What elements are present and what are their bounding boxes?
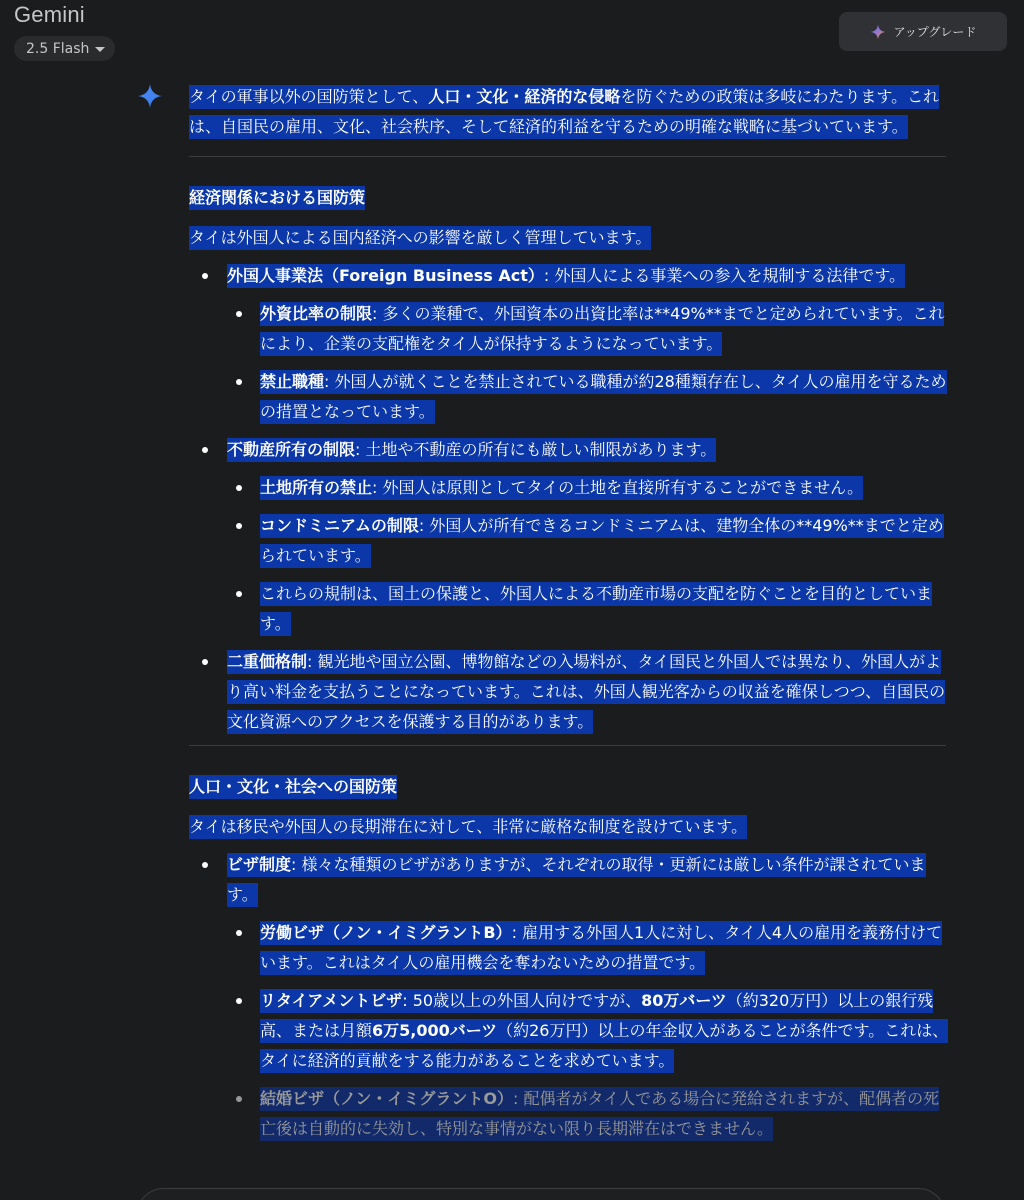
sub-list: [227, 299, 949, 427]
gemini-spark-icon: [137, 83, 163, 109]
prompt-input-box[interactable]: [136, 1188, 946, 1200]
list-item: 不動産所有の制限: 土地や不動産の所有にも厳しい制限があります。 土地所有の禁止: 外国人は原則としてタイの土地を直接所有することができません。 コンドミニアムの制限: 外国人が所有できるコンドミニアムは、建物全体の**49%**までと定められています。 これらの規制は、国土の保護と、外国人による不動産市場の支配を防ぐことを目的としています。: [189, 435, 949, 639]
list-item: 結婚ビザ（ノン・イミグラントO）: 配偶者がタイ人である場合に発給されますが、配偶者の死亡後は自動的に失効し、特別な事情がない限り長期滞在はできません。: [227, 1084, 949, 1144]
list-item: 二重価格制: 観光地や国立公園、博物館などの入場料が、タイ国民と外国人では異なり、外国人がより高い料金を支払うことになっています。これは、外国人観光客からの収益を確保しつつ、自国民の文化資源へのアクセスを保護する目的があります。: [189, 647, 949, 737]
bullet: [202, 447, 208, 453]
section-divider: [189, 745, 946, 746]
section-heading-society: 人口・文化・社会への国防策: [189, 772, 949, 802]
response-body: [189, 82, 949, 1152]
bullet: [236, 485, 242, 491]
bullet: [236, 930, 242, 936]
list-item: 労働ビザ（ノン・イミグラントB）: 雇用する外国人1人に対し、タイ人4人の雇用を義務付けています。これはタイ人の雇用機会を奪わないための措置です。: [227, 918, 949, 978]
model-label: 2.5 Flash: [26, 40, 90, 57]
bullet: [236, 1096, 242, 1102]
chevron-down-icon: [95, 47, 105, 52]
bullet: [236, 591, 242, 597]
economy-list: [189, 261, 949, 737]
list-item: これらの規制は、国土の保護と、外国人による不動産市場の支配を防ぐことを目的としています。: [227, 579, 949, 639]
bullet: [236, 311, 242, 317]
bullet: [202, 273, 208, 279]
list-item: 外国人事業法（Foreign Business Act）: 外国人による事業への参入を規制する法律です。 外資比率の制限: 多くの業種で、外国資本の出資比率は**49%**までと定められています。これにより、企業の支配権をタイ人が保持するようになっています。 禁止職種: 外国人が就くことを禁止されている職種が約28種類存在し、タイ人の雇用を守るための措置となっています。: [189, 261, 949, 427]
section-heading-economy: 経済関係における国防策: [189, 183, 949, 213]
section-divider: [189, 156, 946, 157]
list-item: リタイアメントビザ: 50歳以上の外国人向けですが、80万バーツ（約320万円）以上の銀行残高、または月額6万5,000バーツ（約26万円）以上の年金収入があることが条件です。これは、タイに経済的貢献をする能力があることを求めています。: [227, 986, 949, 1076]
upgrade-label: アップグレード: [893, 25, 977, 39]
list-item: コンドミニアムの制限: 外国人が所有できるコンドミニアムは、建物全体の**49%**までと定められています。: [227, 511, 949, 571]
upgrade-button[interactable]: [839, 12, 1007, 51]
sub-list: [227, 473, 949, 639]
model-selector[interactable]: [14, 36, 115, 61]
section-intro-economy: タイは外国人による国内経済への影響を厳しく管理しています。: [189, 223, 949, 253]
society-list: [189, 850, 949, 1144]
list-item: 土地所有の禁止: 外国人は原則としてタイの土地を直接所有することができません。: [227, 473, 949, 503]
list-item: 禁止職種: 外国人が就くことを禁止されている職種が約28種類存在し、タイ人の雇用を守るための措置となっています。: [227, 367, 949, 427]
sparkle-icon: [870, 24, 886, 40]
bullet: [202, 659, 208, 665]
bullet: [202, 862, 208, 868]
sub-list: [227, 918, 949, 1144]
list-item: ビザ制度: 様々な種類のビザがありますが、それぞれの取得・更新には厳しい条件が課されています。 労働ビザ（ノン・イミグラントB）: 雇用する外国人1人に対し、タイ人4人の雇用を義務付けています。これはタイ人の雇用機会を奪わないための措置です。 リタイアメントビザ: 50歳以上の外国人向けですが、80万バーツ（約320万円）以上の銀行残高、または月額6万5,000バーツ（約26万円）以上の年金収入があることが条件です。これは、タイに経済的貢献をする能力があることを求めています。 結婚ビザ（ノン・イミグラントO）: 配偶者がタイ人である場合に発給されますが、配偶者の死亡後は自動的に失効し、特別な事情がない限り長期滞在はできません。: [189, 850, 949, 1144]
bullet: [236, 379, 242, 385]
list-item: 外資比率の制限: 多くの業種で、外国資本の出資比率は**49%**までと定められています。これにより、企業の支配権をタイ人が保持するようになっています。: [227, 299, 949, 359]
bullet: [236, 523, 242, 529]
bullet: [236, 998, 242, 1004]
app-title: Gemini: [14, 2, 85, 27]
response-intro: タイの軍事以外の国防策として、人口・文化・経済的な侵略を防ぐための政策は多岐にわたります。これは、自国民の雇用、文化、社会秩序、そして経済的利益を守るための明確な戦略に基づいています。: [189, 82, 949, 142]
section-intro-society: タイは移民や外国人の長期滞在に対して、非常に厳格な制度を設けています。: [189, 812, 949, 842]
